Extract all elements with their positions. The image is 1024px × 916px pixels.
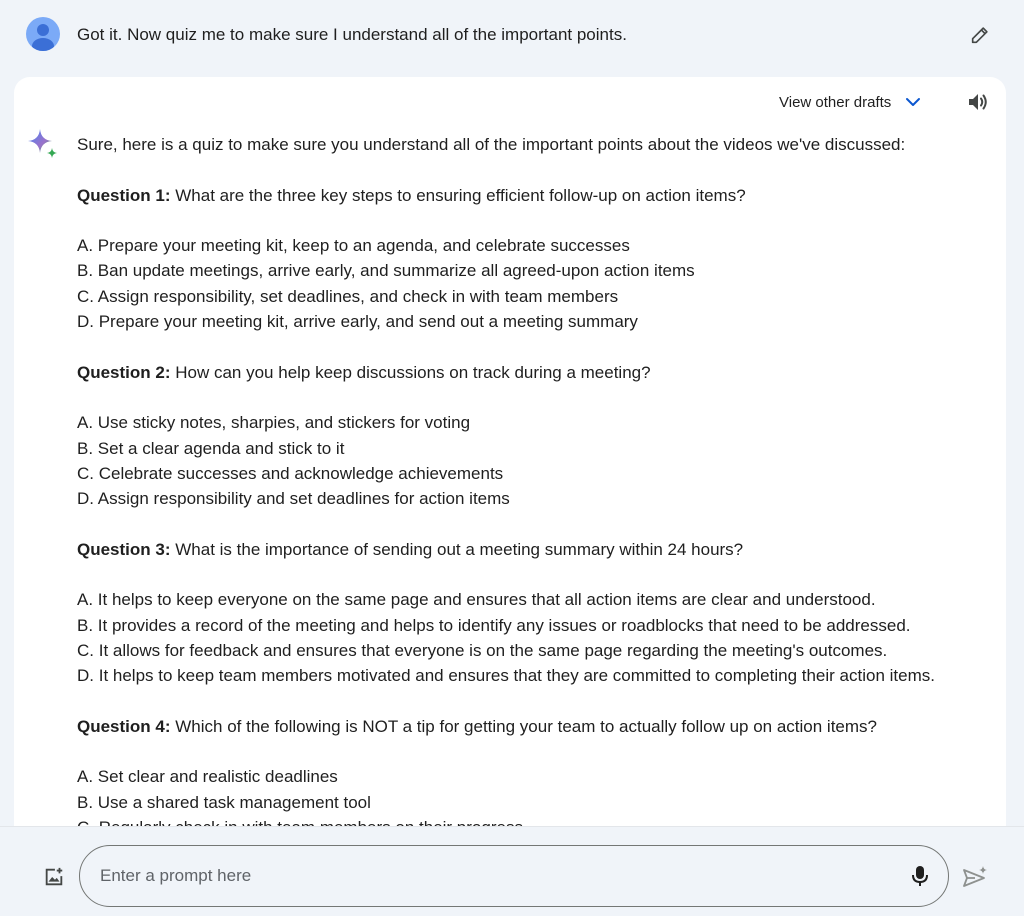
question-text: What are the three key steps to ensuring efficient follow-up on action items? xyxy=(170,185,746,205)
answer-option: D. Assign responsibility and set deadlines for action items xyxy=(77,489,510,509)
question-text: How can you help keep discussions on track during a meeting? xyxy=(170,362,651,382)
answer-option: A. Use sticky notes, sharpies, and stickers for voting xyxy=(77,413,471,433)
response-text xyxy=(77,132,977,840)
answer-option: B. It provides a record of the meeting and helps to identify any issues or roadblocks that need to be addressed. xyxy=(77,615,911,635)
question-label: Question 2: xyxy=(77,362,171,382)
question-2 xyxy=(77,360,977,385)
answer-option: D. Prepare your meeting kit, arrive early, and send out a meeting summary xyxy=(77,312,638,332)
prompt-input[interactable] xyxy=(100,846,880,906)
question-label: Question 1: xyxy=(77,185,171,205)
answer-option: A. It helps to keep everyone on the same page and ensures that all action items are clear and understood. xyxy=(77,590,876,610)
view-other-drafts-button[interactable] xyxy=(779,91,921,113)
speaker-icon[interactable] xyxy=(964,89,992,115)
input-bar xyxy=(0,826,1024,916)
answer-option: B. Use a shared task management tool xyxy=(77,792,371,812)
response-intro: Sure, here is a quiz to make sure you understand all of the important points about the videos we've discussed: xyxy=(77,135,906,154)
person-avatar-icon[interactable] xyxy=(26,17,60,51)
gemini-sparkle-icon xyxy=(28,129,60,161)
answer-option: C. It allows for feedback and ensures that everyone is on the same page regarding the meeting's outcomes. xyxy=(77,640,888,660)
question-4 xyxy=(77,714,977,739)
answer-option: A. Prepare your meeting kit, keep to an agenda, and celebrate successes xyxy=(77,236,630,256)
prompt-input-container[interactable] xyxy=(79,845,949,907)
view-other-drafts-label: View other drafts xyxy=(779,93,892,111)
add-image-icon[interactable] xyxy=(40,863,68,891)
answer-option: A. Set clear and realistic deadlines xyxy=(77,767,338,787)
user-prompt-row xyxy=(0,0,1024,70)
answer-option: C. Assign responsibility, set deadlines, and check in with team members xyxy=(77,286,619,306)
pencil-icon[interactable] xyxy=(966,21,994,49)
question-text: Which of the following is NOT a tip for getting your team to actually follow up on action items? xyxy=(170,716,877,736)
chevron-down-icon xyxy=(905,94,921,111)
question-label: Question 3: xyxy=(77,539,171,559)
question-text: What is the importance of sending out a meeting summary within 24 hours? xyxy=(170,539,744,559)
user-prompt-text: Got it. Now quiz me to make sure I understand all of the important points. xyxy=(77,25,627,44)
answer-option: C. Celebrate successes and acknowledge achievements xyxy=(77,463,504,483)
microphone-icon[interactable] xyxy=(906,862,934,890)
question-1 xyxy=(77,183,977,208)
answer-option: B. Ban update meetings, arrive early, and summarize all agreed-upon action items xyxy=(77,261,695,281)
response-card xyxy=(14,77,1006,837)
question-3 xyxy=(77,537,977,562)
answer-option: D. It helps to keep team members motivated and ensures that they are committed to completing their action items. xyxy=(77,666,935,686)
send-icon[interactable] xyxy=(960,863,990,891)
answer-option: B. Set a clear agenda and stick to it xyxy=(77,438,345,458)
question-label: Question 4: xyxy=(77,716,171,736)
